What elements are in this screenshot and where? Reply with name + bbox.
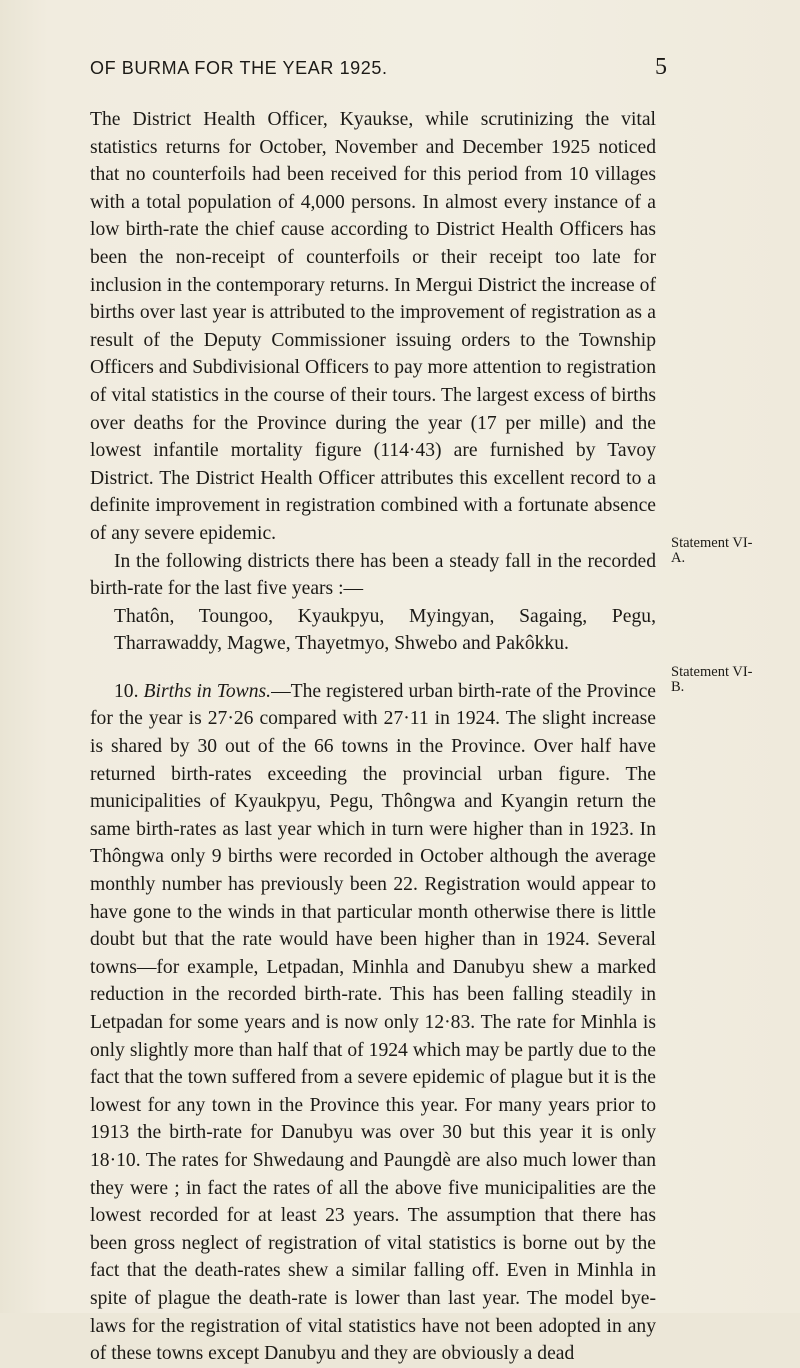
district-list: Thatôn, Toungoo, Kyaukpyu, Myingyan, Sagaing, Pegu, Tharrawaddy, Magwe, Thayetmyo, Shwebo and Pakôkku.	[114, 605, 656, 655]
body-text	[90, 106, 656, 1368]
section-10-paragraph	[90, 678, 656, 1368]
section-heading: Births in Towns.	[143, 680, 272, 702]
running-title: OF BURMA FOR THE YEAR 1925.	[90, 58, 388, 78]
margin-note-statement-vi-b: Statement VI-B.	[671, 664, 753, 695]
margin-note-statement-vi-a: Statement VI-A.	[671, 535, 753, 566]
paragraph-birth-rate-decline: In the following districts there has been a steady fall in the recorded birth-rate for the last five years :—	[90, 550, 656, 600]
section-10-text: —The registered urban birth-rate of the Province for the year is 27·26 compared with 27·11 in 1924. The slight increase is shared by 30 out of the 66 towns in the Province. Over half have returned birth-rates exceeding the provincial urban figure. The municipalities of Kyaukpyu, Pegu, Thôngwa and Kyangin return the same birth-rates as last year which in turn were higher than in 1923. In Thôngwa only 9 births were recorded in October although the average monthly number has previously been 22. Registration would appear to have gone to the winds in that particular month otherwise there is little doubt but that the rate would have been higher than in 1924. Several towns—for example, Letpadan, Minhla and Danubyu shew a marked reduction in the recorded birth-rate. This has been falling steadily in Letpadan for some years and is now only 12·83. The rate for Minhla is only slightly more than half that of 1924 which may be partly due to the fact that the town suffered from a severe epidemic of plague but it is the lowest for any town in the Province this year. For many years prior to 1913 the birth-rate for Danubyu was over 30 but this year it is only 18·10. The rates for Shwedaung and Paungdè are also much lower than they were ; in fact the rates of all the above five municipalities are the lowest recorded for at least 23 years. The assumption that there has been gross neglect of registration of vital statistics is borne out by the fact that the death-rates shew a similar falling off. Even in Minhla in spite of plague the death-rate is lower than last year. The model bye-laws for the registration of vital statistics have not been adopted in any of these towns except Danubyu and they are obviously a dead	[90, 680, 657, 1365]
paragraph-kyaukse-tavoy: The District Health Officer, Kyaukse, while scrutinizing the vital statistics returns for October, November and December 1925 noticed that no counterfoils had been received for this period from 10 villages with a total population of 4,000 persons. In almost every instance of a low birth-rate the chief cause according to District Health Officers has been the non-receipt of counterfoils or their receipt too late for inclusion in the contemporary returns. In Mergui District the increase of births over last year is attributed to the improvement of registration as a result of the Deputy Commissioner issuing orders to the Township Officers and Subdivisional Officers to pay more attention to registration of vital statistics in the course of their tours. The largest excess of births over deaths for the Province during the year (17 per mille) and the lowest infantile mortality figure (114·43) are furnished by Tavoy District. The District Health Officer attributes this excellent record to a definite improvement in registration combined with a fortunate absence of any severe epidemic.	[90, 109, 656, 544]
section-number: 10.	[114, 680, 139, 702]
page-number: 5	[655, 54, 668, 80]
